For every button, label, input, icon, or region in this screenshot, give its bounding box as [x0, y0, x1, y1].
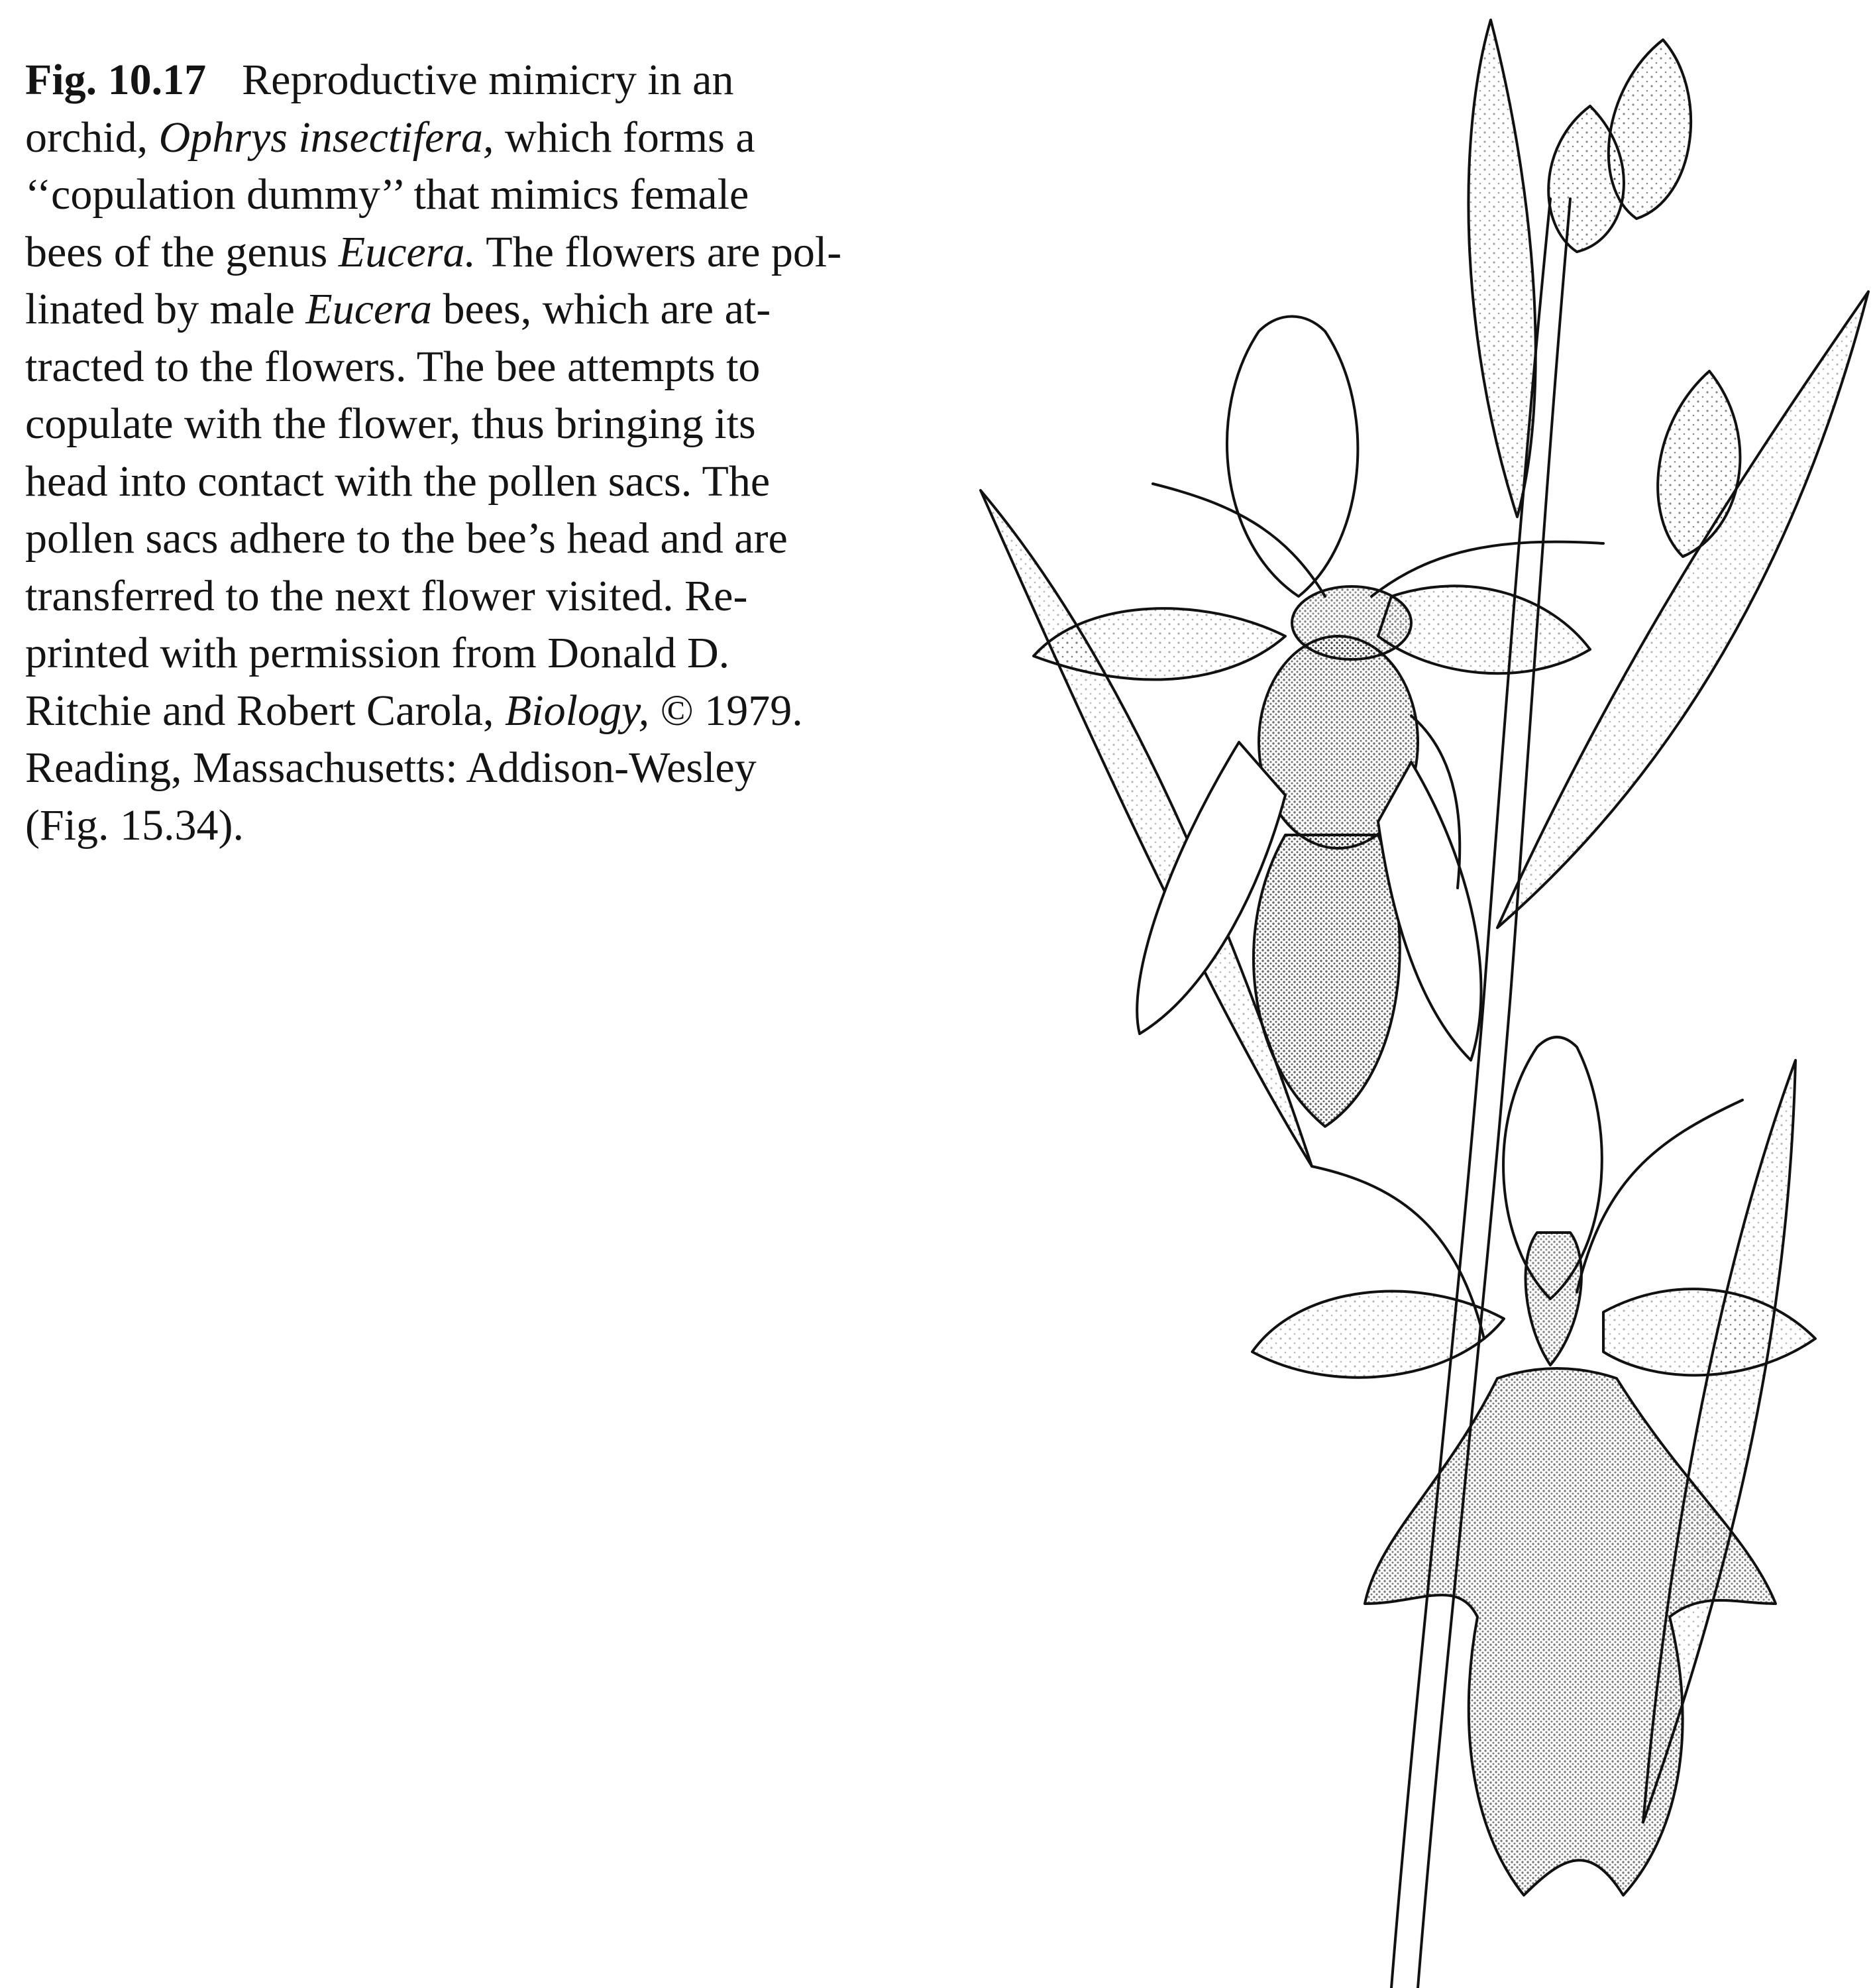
caption-text: orchid, [25, 113, 159, 162]
caption-line-1 [25, 52, 953, 109]
orchid-drawing [954, 0, 1875, 1988]
caption-text: tracted to the flowers. The bee attempts to [25, 342, 761, 391]
caption-text: (Fig. 15.34). [25, 801, 244, 850]
lower-flower-left-sepal [1252, 1292, 1504, 1378]
caption-line-7 [25, 396, 953, 453]
caption-line-14 [25, 797, 953, 855]
caption-text: Ritchie and Robert Carola, [25, 686, 505, 735]
caption-text: The flowers are pol- [475, 227, 842, 276]
lower-petal-right [1577, 1100, 1742, 1292]
caption-text: head into contact with the pollen sacs. The [25, 457, 771, 506]
caption-line-13 [25, 740, 953, 797]
figure-caption [25, 52, 953, 854]
caption-line-12 [25, 683, 953, 740]
caption-line-5 [25, 281, 953, 339]
column [1526, 1233, 1581, 1365]
caption-line-3 [25, 166, 953, 224]
right-lower-leaf [1643, 1060, 1795, 1822]
caption-text: Reproductive mimicry in an [242, 56, 734, 104]
genus-name: Eucera. [338, 227, 476, 276]
caption-text: transferred to the next flower visited. Re- [25, 571, 748, 620]
genus-name: Eucera [305, 285, 432, 333]
caption-line-9 [25, 510, 953, 568]
caption-text: bees, which are at- [431, 285, 771, 333]
caption-text: linated by male [25, 285, 306, 333]
caption-text: which forms a [494, 113, 755, 162]
caption-line-8 [25, 453, 953, 511]
caption-line-6 [25, 339, 953, 396]
figure-label: Fig. 10.17 [25, 56, 207, 104]
caption-line-2 [25, 109, 953, 167]
caption-text: © 1979. [649, 686, 803, 735]
long-right-leaf [1497, 292, 1868, 928]
caption-line-10 [25, 568, 953, 626]
caption-text: copulate with the flower, thus bringing its [25, 400, 756, 448]
top-leaf [1468, 20, 1535, 517]
species-name: Ophrys insectifera, [158, 113, 494, 162]
caption-line-11 [25, 625, 953, 683]
book-title: Biology, [504, 686, 650, 735]
top-bud-2 [1609, 40, 1691, 219]
caption-text: printed with permission from Donald D. [25, 629, 730, 677]
caption-text: Reading, Massachusetts: Addison-Wesley [25, 744, 757, 792]
caption-text: pollen sacs adhere to the bee’s head and are [25, 514, 788, 563]
caption-text: ‘‘copulation dummy’’ that mimics female [25, 170, 749, 219]
caption-text: bees of the genus [25, 227, 339, 276]
caption-line-4 [25, 224, 953, 282]
orchid-bee-illustration [954, 0, 1875, 1988]
